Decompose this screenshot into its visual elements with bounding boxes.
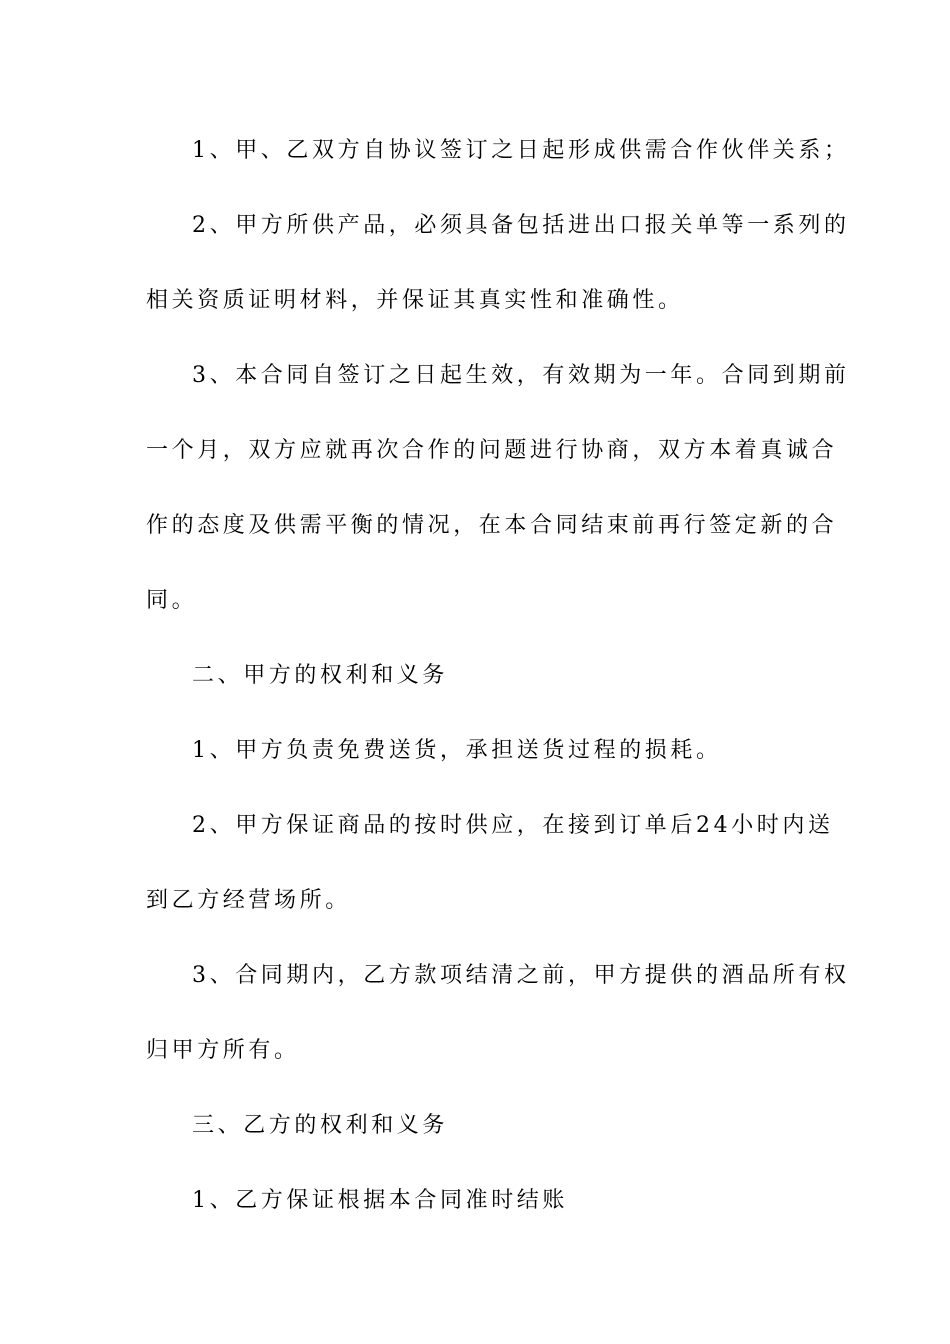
paragraph-line: 1、甲、乙双方自协议签订之日起形成供需合作伙伴关系； — [192, 138, 850, 163]
paragraph-line: 一个月，双方应就再次合作的问题进行协商，双方本着真诚合 — [146, 438, 838, 463]
paragraph-line: 1、甲方负责免费送货，承担送货过程的损耗。 — [192, 738, 722, 763]
paragraph-line: 1、乙方保证根据本合同准时结账 — [192, 1188, 568, 1213]
paragraph-line: 3、合同期内，乙方款项结清之前，甲方提供的酒品所有权 — [192, 963, 850, 988]
paragraph-line: 2、甲方所供产品，必须具备包括进出口报关单等一系列的 — [192, 213, 850, 238]
paragraph-line: 3、本合同自签订之日起生效，有效期为一年。合同到期前 — [192, 363, 850, 388]
paragraph-line: 相关资质证明材料，并保证其真实性和准确性。 — [146, 288, 684, 313]
paragraph-line: 到乙方经营场所。 — [146, 888, 351, 913]
paragraph-line: 作的态度及供需平衡的情况，在本合同结束前再行签定新的合 — [146, 513, 838, 538]
section-heading: 二、甲方的权利和义务 — [192, 663, 449, 688]
paragraph-line: 同。 — [146, 588, 198, 613]
paragraph-line: 归甲方所有。 — [146, 1038, 300, 1063]
paragraph-line: 2、甲方保证商品的按时供应，在接到订单后24小时内送 — [192, 813, 834, 838]
section-heading: 三、乙方的权利和义务 — [192, 1113, 449, 1138]
